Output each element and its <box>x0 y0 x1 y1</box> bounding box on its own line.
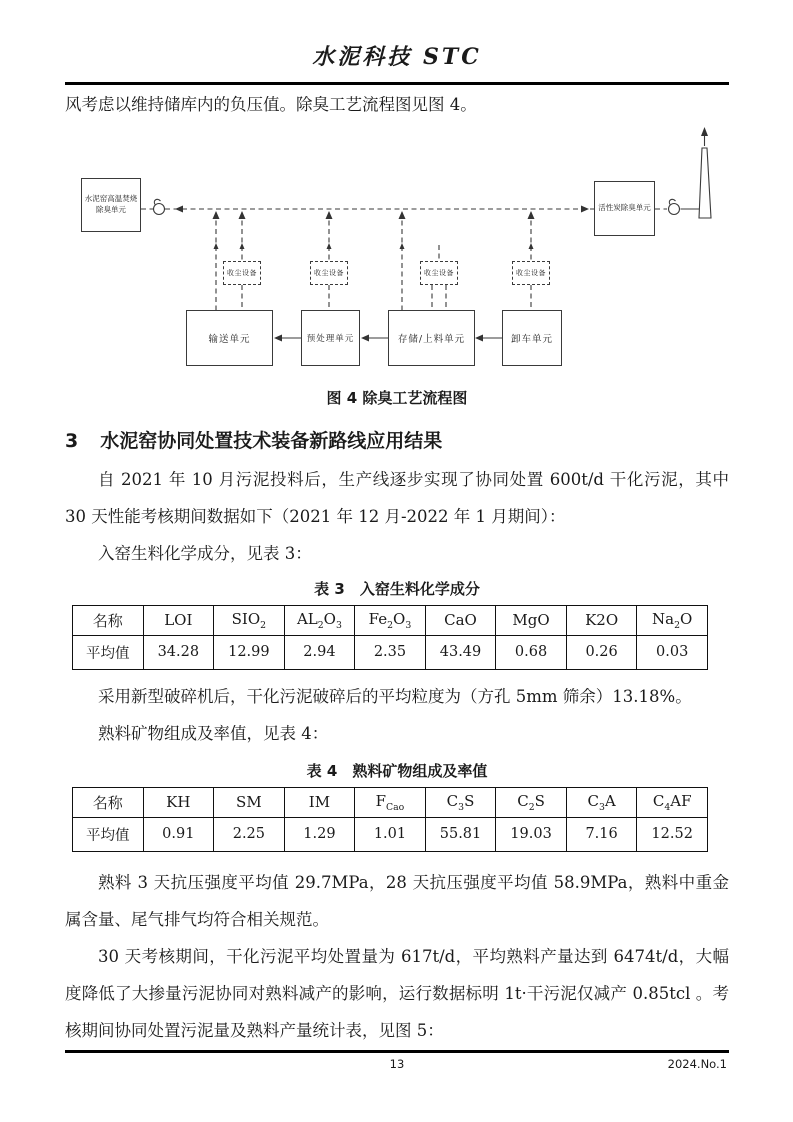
table-cell: 0.26 <box>566 635 637 669</box>
table-row <box>73 817 708 851</box>
fan-icon <box>669 199 680 214</box>
table-cell: 1.01 <box>355 817 426 851</box>
journal-title: 水泥科技 STC <box>312 44 482 70</box>
flow-node-label: 存储/上料单元 <box>397 333 466 345</box>
table-row <box>73 635 708 669</box>
table-row <box>73 787 708 817</box>
flow-node-pretreatment-unit <box>301 310 360 366</box>
table-cell: 2.25 <box>214 817 285 851</box>
flow-node-label: 预处理单元 <box>306 333 355 344</box>
table-cell: $C_2S$ <box>496 787 567 817</box>
table-cell: 19.03 <box>496 817 567 851</box>
table-cell: $F_{Cao}$ <box>355 787 426 817</box>
table-cell: 2.94 <box>284 635 355 669</box>
issue-label: 2024.No.1 <box>667 1056 727 1071</box>
section-number: 3 <box>65 429 79 452</box>
table-row <box>73 605 708 635</box>
flow-node-label: 活性炭除臭单元 <box>598 202 651 212</box>
table-cell: $C_3S$ <box>425 787 496 817</box>
table-cell: 2.35 <box>355 635 426 669</box>
table-clinker-minerals <box>72 787 708 852</box>
table-cell: 名称 <box>73 787 144 817</box>
paragraph-strength: 熟料 3 天抗压强度平均值 29.7MPa，28 天抗压强度平均值 58.9MPa，熟料中重金属含量、尾气排气均符合相关规范。 <box>65 872 729 929</box>
table-cell: KH <box>143 787 214 817</box>
table-cell: 平均值 <box>73 635 144 669</box>
table-raw-meal-composition <box>72 605 708 670</box>
flow-node-label: 收尘设备 <box>516 268 546 277</box>
table-cell: 0.68 <box>496 635 567 669</box>
flow-node-label: 卸车单元 <box>510 333 553 345</box>
table4-caption: 表 4 熟料矿物组成及率值 <box>306 761 488 780</box>
table-cell: 55.81 <box>425 817 496 851</box>
paragraph-crusher: 采用新型破碎机后，干化污泥破碎后的平均粒度为（方孔 5mm 筛余）13.18%。 <box>98 686 692 706</box>
table-cell: 12.99 <box>214 635 285 669</box>
flow-node-label: 收尘设备 <box>227 268 257 277</box>
duct-arrow-right <box>581 205 589 212</box>
table-cell: $AL_2O_3$ <box>284 605 355 635</box>
table-cell: $C_3A$ <box>566 787 637 817</box>
table-cell: 名称 <box>73 605 144 635</box>
flow-node-storage-feeding-unit <box>388 310 475 366</box>
paragraph-output: 30 天考核期间，干化污泥平均处置量为 617t/d，平均熟料产量达到 6474t/d，大幅度降低了大掺量污泥协同对熟料减产的影响，运行数据标明 1t·干污泥仅减产 0.85tcl 。考核期间协同处置污泥量及熟料产量统计表，见图 5： <box>65 946 729 1040</box>
section-title: 水泥窑协同处置技术装备新路线应用结果 <box>100 429 443 452</box>
table-cell: $Fe_2O_3$ <box>355 605 426 635</box>
section-heading <box>65 426 729 453</box>
table-cell: $C_4AF$ <box>637 787 708 817</box>
table-cell: 43.49 <box>425 635 496 669</box>
flow-node-dust-collector <box>310 261 348 285</box>
flow-node-label: 输送单元 <box>208 333 251 345</box>
flow-node-label: 收尘设备 <box>314 268 344 277</box>
table-cell: 12.52 <box>637 817 708 851</box>
flow-node-kiln-unit <box>81 178 141 232</box>
fan-icon <box>154 199 165 214</box>
table-cell: $SIO_2$ <box>214 605 285 635</box>
table-cell: 1.29 <box>284 817 355 851</box>
table-cell: 0.03 <box>637 635 708 669</box>
flow-node-label: 收尘设备 <box>424 268 454 277</box>
chimney-icon <box>699 148 711 218</box>
intro-paragraph: 风考虑以维持储库内的负压值。除臭工艺流程图见图 4。 <box>65 94 477 114</box>
flow-node-dust-collector <box>223 261 261 285</box>
table-cell: IM <box>284 787 355 817</box>
table-cell: SM <box>214 787 285 817</box>
table-cell: 平均值 <box>73 817 144 851</box>
flow-node-conveying-unit <box>186 310 273 366</box>
table3-caption: 表 3 入窑生料化学成分 <box>314 579 480 598</box>
paragraph-table3-lead: 入窑生料化学成分，见表 3： <box>98 543 312 563</box>
figure4-diagram <box>65 125 729 375</box>
table-cell: 7.16 <box>566 817 637 851</box>
chimney-arrow <box>701 127 708 136</box>
table-cell: CaO <box>425 605 496 635</box>
flow-node-label: 除臭单元 <box>96 204 126 214</box>
duct-arrow-left <box>175 205 183 212</box>
footer-rule <box>65 1050 729 1053</box>
table-cell: $Na_2O$ <box>637 605 708 635</box>
page-number: 13 <box>389 1056 405 1071</box>
table-cell: LOI <box>143 605 214 635</box>
paragraph-table4-lead: 熟料矿物组成及率值，见表 4： <box>98 723 329 743</box>
flow-node-dust-collector <box>512 261 550 285</box>
page-footer <box>65 1050 729 1075</box>
paragraph-intro: 自 2021 年 10 月污泥投料后，生产线逐步实现了协同处置 600t/d 干化污泥，其中 30 天性能考核期间数据如下（2021 年 12 月-2022 年 1 月期间）： <box>65 469 729 526</box>
figure4-caption: 图 4 除臭工艺流程图 <box>326 388 468 407</box>
table-cell: K2O <box>566 605 637 635</box>
flow-node-label: 水泥窑高温焚烧 <box>84 194 138 203</box>
table-cell: 34.28 <box>143 635 214 669</box>
table-cell: MgO <box>496 605 567 635</box>
flow-node-carbon-unit <box>594 181 655 236</box>
header-rule <box>65 82 729 85</box>
flow-node-unloading-unit <box>502 310 562 366</box>
flow-node-dust-collector <box>420 261 458 285</box>
table-cell: 0.91 <box>143 817 214 851</box>
